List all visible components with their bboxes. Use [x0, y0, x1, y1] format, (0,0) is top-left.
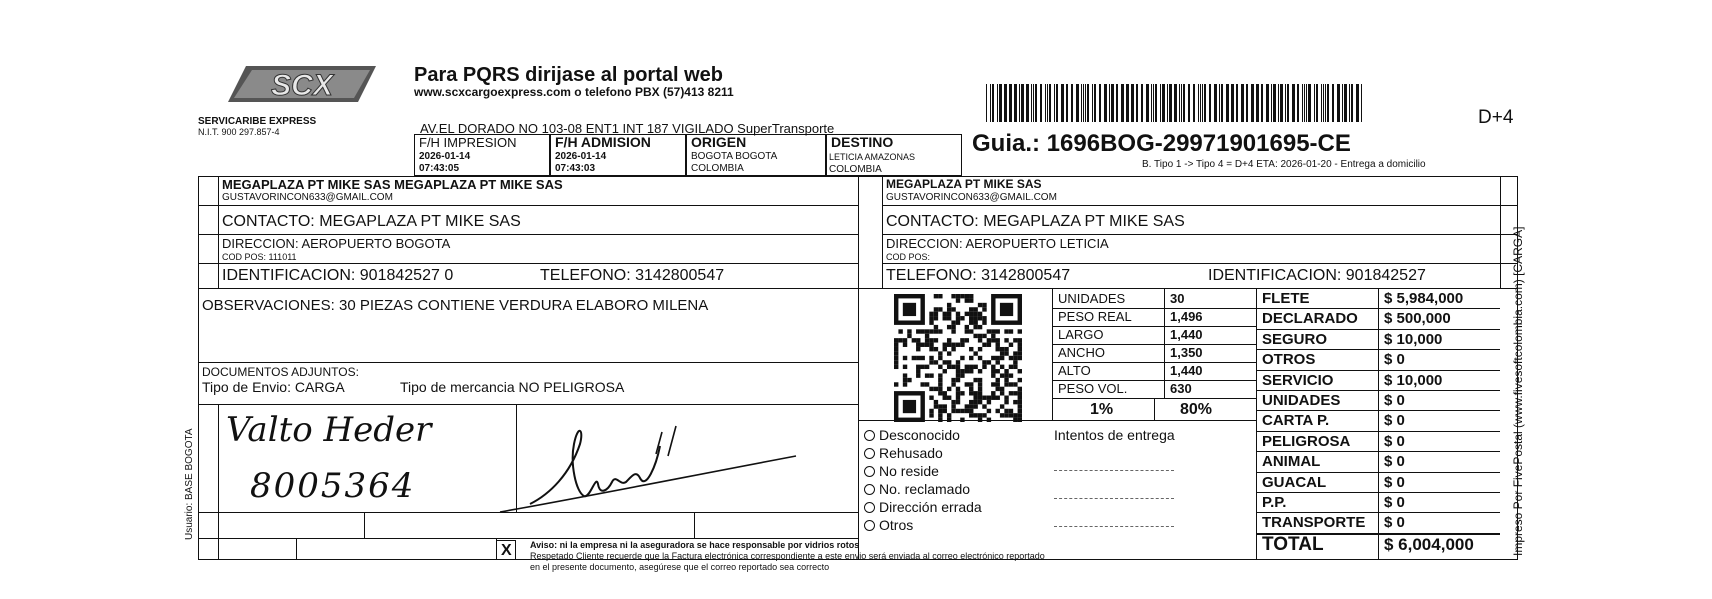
side-printer-text: Impreso Por FivePostal (www.fivesoftcolombia.com) [CARGA] [1511, 226, 1525, 556]
measure-value: 630 [1170, 381, 1192, 396]
charge-label: OTROS [1262, 351, 1316, 369]
measure-value: 1,440 [1170, 363, 1203, 378]
qr-code [894, 294, 1022, 422]
scx-logo [228, 64, 378, 104]
aviso-checkbox[interactable] [496, 540, 516, 560]
charge-value: $ 0 [1384, 473, 1405, 491]
barcode [986, 84, 1364, 122]
charge-value: $ 0 [1384, 392, 1405, 409]
measure-value: 1,440 [1170, 327, 1203, 342]
destino-city: LETICIA AMAZONAS [829, 152, 916, 162]
total-label: TOTAL [1262, 534, 1324, 555]
measure-value: 1,496 [1170, 309, 1203, 324]
usuario-label: Usuario: BASE BOGOTA [184, 428, 195, 540]
recipient-codpos: COD POS: [886, 252, 931, 262]
radio-circle-icon[interactable] [864, 430, 875, 441]
measure-label: ANCHO [1058, 345, 1105, 360]
aviso-line-3: en el presente documento, asegúrese que el correo reportado sea correcto [530, 562, 830, 572]
checkbox-mark: X [501, 542, 512, 559]
measure-value: 30 [1170, 291, 1185, 306]
tipo-line: B. Tipo 1 -> Tipo 4 = D+4 ETA: 2026-01-20 - Entrega a domicilio [1142, 159, 1426, 170]
destino-label: DESTINO [831, 134, 894, 150]
delivery-option[interactable] [864, 464, 939, 479]
handwritten-number: 8005364 [250, 466, 416, 506]
origen-country: COLOMBIA [691, 163, 744, 174]
sender-codpos: COD POS: 111011 [222, 252, 297, 262]
recipient-email: GUSTAVORINCON633@GMAIL.COM [886, 192, 1057, 203]
delivery-option[interactable] [864, 518, 913, 533]
sender-identificacion: IDENTIFICACION: 901842527 0 [222, 267, 454, 284]
pqrs-subtitle: www.scxcargoexpress.com o telefono PBX (57)413 8211 [414, 85, 734, 99]
charge-label: GUACAL [1262, 473, 1327, 491]
fh-impresion-time: 07:43:05 [419, 163, 460, 174]
pqrs-title: Para PQRS dirijase al portal web [414, 64, 724, 86]
fh-admision-label: F/H ADMISION [555, 134, 651, 150]
svg-text:SCX: SCX [271, 69, 333, 102]
recipient-identificacion: IDENTIFICACION: 901842527 [1208, 267, 1426, 284]
fh-impresion-label: F/H IMPRESION [419, 135, 517, 150]
charge-label: SEGURO [1262, 330, 1328, 348]
tipo-mercancia: Tipo de mercancia NO PELIGROSA [400, 379, 625, 395]
measure-label: UNIDADES [1058, 291, 1126, 306]
delivery-option-label: Otros [879, 517, 914, 533]
handwritten-name: Valto Heder [226, 410, 432, 450]
measure-label: ALTO [1058, 363, 1091, 378]
fh-impresion-box [414, 134, 550, 176]
delivery-option-label: Dirección errada [879, 499, 982, 515]
delivery-option-label: No. reclamado [879, 481, 971, 497]
destino-country: COLOMBIA [829, 164, 882, 175]
radio-circle-icon[interactable] [864, 448, 875, 459]
percent-right: 80% [1180, 401, 1213, 418]
signature-drawing [480, 404, 800, 514]
sender-telefono: TELEFONO: 3142800547 [540, 267, 725, 284]
charge-value: $ 0 [1384, 494, 1405, 511]
fh-admision-time: 07:43:03 [555, 163, 596, 174]
documentos-adjuntos: DOCUMENTOS ADJUNTOS: [202, 365, 359, 379]
delivery-option-label: Rehusado [879, 445, 943, 461]
radio-circle-icon[interactable] [864, 520, 875, 531]
origen-box [686, 134, 826, 176]
fh-admision-box [550, 134, 686, 176]
charge-label: CARTA P. [1262, 412, 1330, 430]
charge-value: $ 0 [1384, 514, 1405, 532]
charge-label: P.P. [1262, 494, 1287, 511]
measure-label: PESO VOL. [1058, 381, 1128, 396]
service-code: D+4 [1478, 107, 1514, 128]
tipo-envio: Tipo de Envio: CARGA [202, 379, 345, 395]
delivery-option[interactable] [864, 482, 970, 497]
charge-label: TRANSPORTE [1262, 514, 1366, 532]
aviso-line-1: Aviso: ni la empresa ni la aseguradora se hace responsable por vidrios rotos [530, 540, 860, 550]
charge-value: $ 0 [1384, 351, 1405, 369]
charge-label: FLETE [1262, 290, 1310, 307]
origen-city: BOGOTA BOGOTA [691, 151, 778, 162]
delivery-option[interactable] [864, 500, 982, 515]
measure-value: 1,350 [1170, 345, 1203, 360]
measure-label: LARGO [1058, 327, 1104, 342]
charge-value: $ 0 [1384, 453, 1405, 471]
company-nit: N.I.T. 900 297.857-4 [198, 127, 280, 137]
company-name: SERVICARIBE EXPRESS [198, 116, 317, 127]
fh-impresion-date: 2026-01-14 [419, 151, 471, 162]
charge-label: ANIMAL [1262, 453, 1321, 471]
recipient-telefono: TELEFONO: 3142800547 [886, 267, 1071, 284]
sender-direccion: DIRECCION: AEROPUERTO BOGOTA [222, 236, 451, 251]
delivery-option[interactable] [864, 446, 943, 461]
delivery-option-label: Desconocido [879, 427, 960, 443]
radio-circle-icon[interactable] [864, 484, 875, 495]
fh-admision-date: 2026-01-14 [555, 151, 607, 162]
delivery-option-label: No reside [879, 463, 939, 479]
guia-number: Guia.: 1696BOG-29971901695-CE [972, 130, 1351, 157]
observaciones: OBSERVACIONES: 30 PIEZAS CONTIENE VERDURA ELABORO MILENA [202, 297, 709, 314]
radio-circle-icon[interactable] [864, 502, 875, 513]
intentos-label: Intentos de entrega [1054, 427, 1175, 443]
charge-value: $ 0 [1384, 432, 1405, 450]
charge-label: DECLARADO [1262, 310, 1358, 328]
charge-value: $ 10,000 [1384, 330, 1443, 348]
recipient-name: MEGAPLAZA PT MIKE SAS [886, 177, 1042, 191]
origen-label: ORIGEN [691, 134, 747, 150]
measure-label: PESO REAL [1058, 309, 1132, 324]
total-value: $ 6,004,000 [1384, 535, 1474, 554]
percent-left: 1% [1090, 401, 1114, 418]
recipient-contacto: CONTACTO: MEGAPLAZA PT MIKE SAS [886, 213, 1185, 230]
charge-value: $ 5,984,000 [1384, 290, 1464, 307]
company-address: AV.EL DORADO NO 103-08 ENT1 INT 187 VIGILADO SuperTransporte [420, 121, 835, 136]
destino-box [826, 134, 962, 176]
sender-name: MEGAPLAZA PT MIKE SAS MEGAPLAZA PT MIKE SAS [222, 177, 563, 192]
recipient-direccion: DIRECCION: AEROPUERTO LETICIA [886, 236, 1109, 251]
charge-value: $ 0 [1384, 412, 1405, 430]
charge-label: UNIDADES [1262, 392, 1341, 409]
delivery-option[interactable] [864, 428, 960, 443]
charge-value: $ 500,000 [1384, 310, 1451, 328]
radio-circle-icon[interactable] [864, 466, 875, 477]
charge-label: PELIGROSA [1262, 432, 1351, 450]
sender-email: GUSTAVORINCON633@GMAIL.COM [222, 192, 393, 203]
aviso-line-2: Respetado Cliente recuerde que la Factura electrónica correspondiente a este envio será enviada al correo electrónico reportado [530, 551, 1045, 561]
charge-value: $ 10,000 [1384, 371, 1443, 389]
sender-contacto: CONTACTO: MEGAPLAZA PT MIKE SAS [222, 213, 521, 230]
charge-label: SERVICIO [1262, 371, 1334, 389]
